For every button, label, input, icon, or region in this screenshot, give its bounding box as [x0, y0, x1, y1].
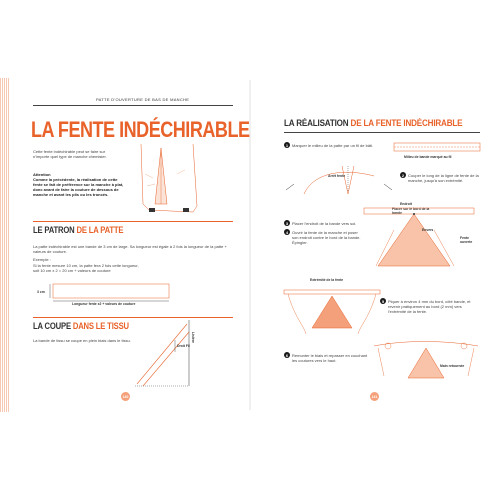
left-page — [15, 80, 250, 410]
step-text: Remonter le biais et repasser en couchant les coutures vers le haut. — [292, 353, 368, 363]
step-badge: 6 — [285, 352, 289, 358]
title-part-accent: DE LA FENTE INDÉCHIRABLE — [350, 118, 463, 129]
step-badge: 3 — [285, 220, 289, 226]
bias-cut-diagram — [135, 318, 205, 390]
attention-label: Attention — [33, 172, 51, 177]
cut-sleeve-illustration — [284, 162, 394, 202]
patron-text: La patte indéchirable est une bande de 3 cm de large. Sa longueur est égale à 2 fois la longueur de la patte + valeurs de couture. — [33, 244, 227, 254]
title-part-dark: LA RÉALISATION — [284, 118, 351, 129]
example-line-2: soit 10 cm x 2 = 20 cm + valeurs de couture — [33, 268, 111, 273]
label-endroit: Endroit — [400, 202, 412, 206]
page-title — [284, 118, 462, 129]
heading-part-accent: DANS LE TISSU — [72, 321, 129, 331]
breadcrumb: PATTE D'OUVERTURE DE BAS DE MANCHE — [96, 97, 190, 102]
section-rule — [33, 221, 233, 222]
label-lisiere: Lisière — [191, 332, 195, 343]
example-title: Exemple : — [33, 257, 51, 262]
label-placer-bord: Placer sur le bord de la bande — [392, 207, 430, 215]
step-text: Marquer le milieu de la patte par un fil de bâti. — [292, 143, 374, 148]
page-edge-strip — [0, 78, 9, 412]
heading-part-accent: DE LA PATTE — [76, 225, 124, 235]
label-milieu: Milieu de bande marqué au fil — [404, 155, 452, 159]
step-badge: 2 — [401, 172, 405, 178]
label-fente-ouverte: Fente ouverte — [460, 236, 473, 244]
stitch-illustration — [284, 286, 380, 336]
strip-marked-illustration — [394, 143, 480, 153]
step-badge: 4 — [285, 229, 289, 235]
label-main-retournee: Main retournée — [440, 364, 465, 368]
page-title: LA FENTE INDÉCHIRABLE — [31, 117, 250, 142]
attention-text: Comme la précédente, la réalisation de cette fente se fait de préférence sur la manche à plat, donc avant de faire la couture de dessous de manche et avant les plis ou les troncés. — [33, 177, 124, 197]
example-line-1: Si la fente mesure 10 cm, la patte fera 2 fois cette longueur, — [33, 263, 139, 268]
step-badge: 1 — [285, 142, 289, 148]
section-heading-coupe — [33, 322, 129, 331]
coupe-text: La bande de tissu se coupe en plein biais dans le tissu. — [33, 338, 131, 343]
step-text: Piquer à environ 4 mm du bord, côté bande, et revenir pratiquement au bord (2 mm) vers l'extrémité de la fente. — [388, 299, 471, 314]
label-3cm: 3 cm — [37, 290, 45, 294]
heading-part-dark: LA COUPE — [33, 321, 73, 331]
finished-slit-illustration — [374, 336, 478, 382]
heading-part-dark: LE PATRON — [33, 225, 77, 235]
intro-text: Cette fente indéchirable peut se faire sur n'importe quel type de manche chemisier. — [33, 149, 107, 159]
label-arret-fente: Arrêt fente — [328, 174, 346, 178]
sleeve-illustration — [133, 144, 213, 224]
page-number: 140 — [121, 392, 130, 401]
step-badge: 5 — [381, 298, 385, 304]
strip-diagram — [53, 284, 173, 302]
step-text: Placer l'endroit de la bande vers soi. — [292, 221, 357, 226]
pin-band-illustration — [364, 206, 474, 274]
step-text: Couper le long de la ligne de fente de la manche, jusqu'à son extrémité. — [408, 173, 479, 183]
page-number: 141 — [370, 392, 379, 401]
label-envers: Envers — [422, 228, 434, 232]
section-heading-patron — [33, 226, 123, 235]
right-page — [264, 80, 484, 410]
breadcrumb-rule — [33, 105, 233, 106]
label-length: Longueur fente x2 + valeurs de couture — [72, 302, 136, 306]
title-rule — [284, 132, 480, 133]
step-text: Ouvrir la fente de la manche et poser son endroit contre le bord de la bande. Épingler. — [292, 230, 361, 245]
label-extremite: Extrémité de la fente — [310, 278, 344, 282]
label-droit-fil: Droit Fil — [177, 344, 190, 348]
